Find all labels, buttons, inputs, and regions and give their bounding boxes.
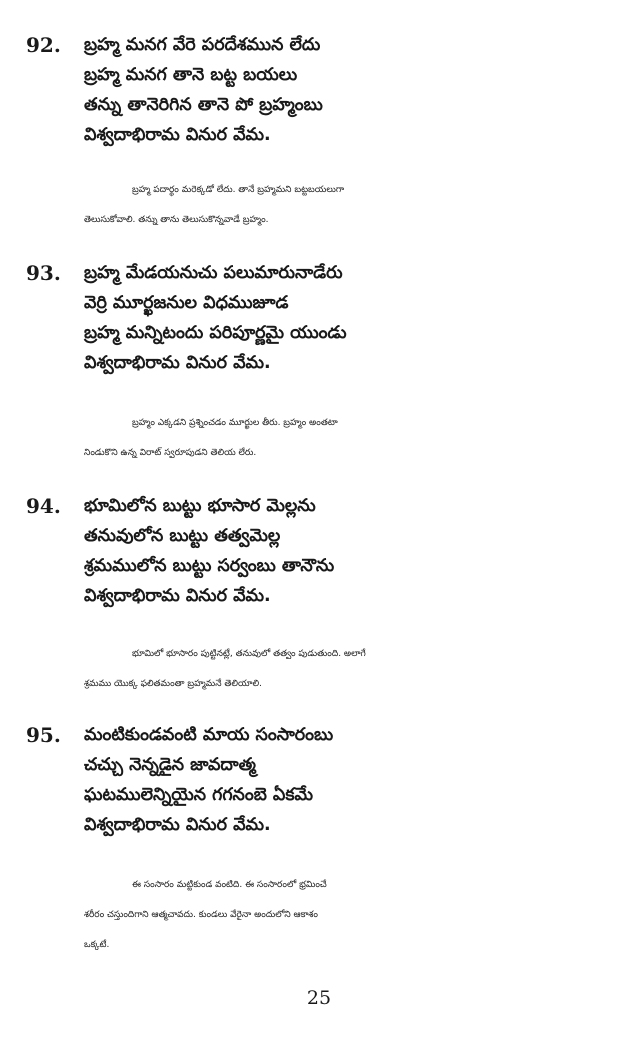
verse-line: బ్రహ్మ మన్నిటందు పరిపూర్ణమై యుండు — [84, 323, 347, 343]
commentary-94 — [84, 639, 638, 699]
commentary-line: ఒక్కటే. — [84, 940, 110, 950]
commentary-line: భూమిలో భూసారం పుట్టినట్లే, తనువులో తత్వం పుడుతుంది. అలాగే — [132, 649, 366, 659]
verse-line: బ్రహ్మ మనగ వేరె పరదేశమున లేదు — [84, 35, 321, 55]
verse-lines — [84, 720, 624, 840]
verse-line: మంటికుండవంటి మాయ సంసారంబు — [84, 725, 334, 745]
page-number: 25 — [306, 987, 332, 1009]
commentary-line: తెలుసుకోవాలి. తన్ను తాను తెలుసుకొన్నవాడే బ్రహ్మం. — [84, 215, 269, 225]
verse-line: విశ్వదాభిరామ వినుర వేమ. — [84, 586, 271, 606]
commentary-line: శరీరం చస్తుందిగాని ఆత్మచావదు. కుండలు వేరైనా అందులోని ఆకాశం — [84, 910, 318, 920]
verse-lines — [84, 491, 624, 611]
verse-lines — [84, 258, 624, 378]
verse-line: బ్రహ్మ మనగ తానె బట్ట బయలు — [84, 65, 298, 85]
commentary-92 — [84, 175, 638, 235]
commentary-95 — [84, 870, 638, 960]
verse-line: బ్రహ్మ మేడయనుచు పలుమారునాడేరు — [84, 263, 343, 283]
verse-lines — [84, 30, 624, 150]
commentary-line: బ్రహ్మం ఎక్కడని ప్రశ్నించడం మూర్ఖుల తీరు. బ్రహ్మం అంతటా — [132, 418, 338, 428]
verse-number: 95. — [26, 723, 61, 747]
commentary-line: శ్రమము యొక్క ఫలితమంతా బ్రహ్మమనే తెలియాలి. — [84, 679, 262, 689]
verse-line: తన్ను తానెరిగిన తానె పో బ్రహ్మంబు — [84, 95, 323, 115]
verse-line: భూమిలోన బుట్టు భూసార మెల్లను — [84, 496, 316, 516]
commentary-line: ఈ సంసారం మట్టికుండ వంటిది. ఈ సంసారంలో భ్రమించే — [132, 880, 327, 890]
verse-line: విశ్వదాభిరామ వినుర వేమ. — [84, 353, 271, 373]
verse-line: తనువులోన బుట్టు తత్వమెల్ల — [84, 526, 281, 546]
verse-line: చచ్చు నెన్నడైన జావదాత్మ — [84, 755, 256, 775]
verse-number: 93. — [26, 261, 61, 285]
verse-line: శ్రమములోన బుట్టు సర్వంబు తానౌను — [84, 556, 335, 576]
commentary-93 — [84, 408, 638, 468]
verse-line: విశ్వదాభిరామ వినుర వేమ. — [84, 815, 271, 835]
verse-line: వెర్రి మూర్ఖజనుల విధముజూడ — [84, 293, 289, 313]
commentary-line: బ్రహ్మ పదార్థం మరెక్కడో లేదు. తానే బ్రహ్మమని బట్టబయలుగా — [132, 185, 345, 195]
verse-number: 94. — [26, 494, 61, 518]
verse-line: విశ్వదాభిరామ వినుర వేమ. — [84, 125, 271, 145]
commentary-line: నిండుకొని ఉన్న విరాట్ స్వరూపుడని తెలియ లేరు. — [84, 448, 257, 458]
verse-line: ఘటములెన్నియైన గగనంబె ఏకమే — [84, 785, 314, 805]
verse-number: 92. — [26, 33, 61, 57]
